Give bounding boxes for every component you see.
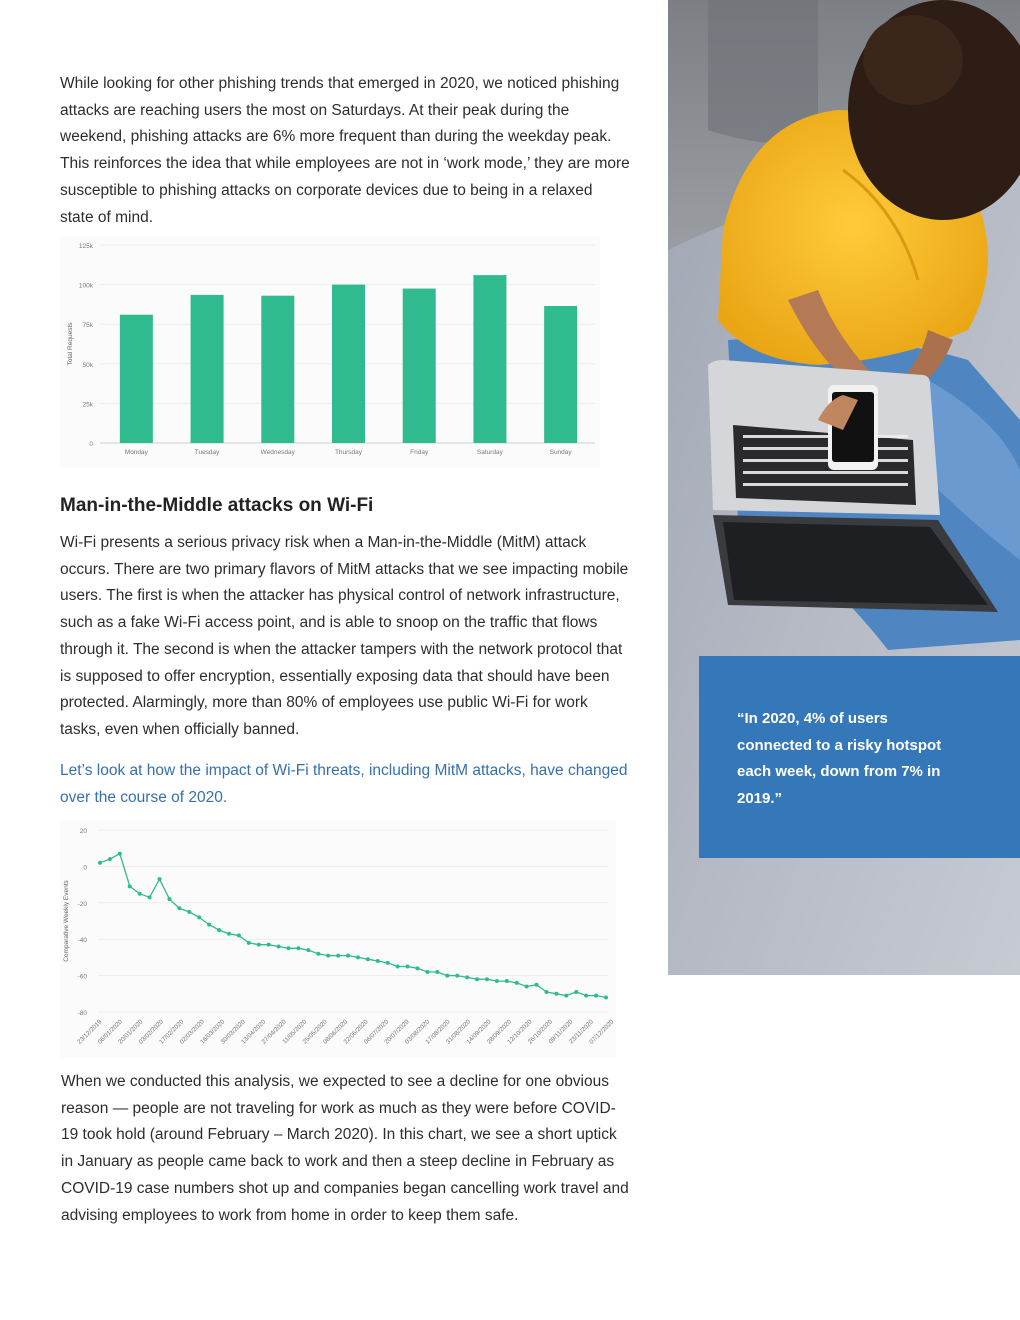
bar-x-tick-label: Saturday	[476, 449, 503, 456]
line-point	[574, 990, 578, 994]
bar-y-tick-label: 100k	[78, 282, 93, 290]
line-point	[217, 928, 221, 932]
line-point	[535, 983, 539, 987]
bar-y-tick-label: 25k	[82, 401, 93, 409]
bar-tuesday	[191, 295, 224, 443]
bar-friday	[403, 289, 436, 443]
bar-y-tick-label: 50k	[82, 361, 93, 369]
line-point	[158, 877, 162, 881]
line-point	[346, 954, 350, 958]
line-x-tick-label: 28/09/2020	[485, 1018, 514, 1046]
line-point	[415, 966, 419, 970]
line-x-tick-label: 06/07/2020	[362, 1018, 391, 1046]
line-x-tick-label: 17/08/2020	[424, 1018, 452, 1046]
bar-y-tick-label: 75k	[82, 322, 93, 330]
line-x-tick-label: 09/11/2020	[547, 1018, 575, 1046]
bar-chart-svg	[60, 236, 600, 468]
line-x-tick-label: 23/11/2020	[568, 1018, 595, 1046]
line-point	[475, 977, 479, 981]
line-x-tick-label: 25/05/2020	[301, 1018, 329, 1046]
line-point	[187, 910, 191, 914]
line-point	[386, 961, 390, 965]
line-x-tick-label: 22/06/2020	[342, 1018, 370, 1046]
line-point	[584, 994, 588, 998]
line-point	[505, 979, 509, 983]
line-point	[237, 934, 241, 938]
line-y-tick-label: 20	[79, 828, 87, 835]
line-point	[98, 861, 102, 865]
line-point	[148, 895, 152, 899]
line-point	[257, 943, 261, 947]
line-point	[296, 946, 300, 950]
line-x-tick-label: 03/02/2020	[137, 1018, 165, 1046]
line-point	[554, 992, 558, 996]
bar-monday	[120, 315, 153, 443]
line-point	[564, 994, 568, 998]
line-x-tick-label: 03/08/2020	[403, 1018, 432, 1046]
line-x-tick-label: 08/06/2020	[321, 1018, 350, 1046]
line-point	[485, 977, 489, 981]
line-x-tick-label: 30/03/2020	[219, 1018, 247, 1046]
line-point	[356, 955, 360, 959]
mitm-paragraph: Wi-Fi presents a serious privacy risk when a Man-in-the-Middle (MitM) attack occurs. There are two primary flavors of MitM attacks that we see impacting mobile users. The first is when the attacker has physical control of network infrastructure, such as a fake Wi-Fi access point, and is able to snoop on the traffic that flows through it. The second is when the attacker tampers with the network protocol that is supposed to offer encryption, essentially exposing data that should have been protected. Alarmingly, more than 80% of employees use public Wi-Fi for work tasks, even when officially banned.	[60, 534, 629, 738]
intro-paragraph: While looking for other phishing trends that emerged in 2020, we noticed phishing attacks are reaching users the most on Saturdays. At their peak during the weekend, phishing attacks are 6% more frequent than during the weekday peak. This reinforces the idea that while employees are not in ‘work mode,’ they are more susceptible to phishing attacks on corporate devices due to being in a relaxed state of mind.	[60, 75, 630, 226]
weekday-phishing-bar-chart	[60, 236, 600, 468]
line-x-tick-label: 31/08/2020	[444, 1018, 473, 1046]
line-point	[366, 957, 370, 961]
lead-in-paragraph: Let’s look at how the impact of Wi-Fi threats, including MitM attacks, have changed over the course of 2020.	[60, 762, 628, 806]
pull-quote-box	[699, 656, 1020, 858]
line-x-tick-label: 07/12/2020	[588, 1018, 616, 1046]
line-point	[525, 985, 529, 989]
line-chart-svg	[60, 820, 616, 1058]
line-y-tick-label: -20	[77, 900, 87, 908]
line-point	[287, 946, 291, 950]
line-point	[247, 941, 251, 945]
line-point	[138, 892, 142, 896]
line-point	[544, 990, 548, 994]
line-x-tick-label: 20/01/2020	[117, 1018, 145, 1046]
line-point	[425, 970, 429, 974]
section-heading: Man-in-the-Middle attacks on Wi-Fi	[60, 495, 374, 516]
line-point	[594, 994, 598, 998]
line-x-tick-label: 11/05/2020	[281, 1018, 309, 1046]
line-point	[406, 965, 410, 969]
bar-sunday	[544, 306, 577, 443]
line-point	[267, 943, 271, 947]
line-point	[197, 915, 201, 919]
bar-x-tick-label: Thursday	[334, 449, 363, 456]
line-point	[445, 974, 449, 978]
bar-x-tick-label: Friday	[410, 449, 429, 456]
line-point	[277, 944, 281, 948]
bar-x-tick-label: Tuesday	[194, 449, 220, 456]
line-point	[396, 965, 400, 969]
line-point	[326, 954, 330, 958]
line-point	[108, 857, 112, 861]
line-x-tick-label: 20/07/2020	[383, 1018, 411, 1046]
line-point	[316, 952, 320, 956]
line-x-tick-label: 27/04/2020	[260, 1018, 288, 1046]
line-y-tick-label: -40	[77, 937, 87, 945]
line-point	[227, 932, 231, 936]
line-point	[495, 979, 499, 983]
line-point	[455, 974, 459, 978]
bar-x-tick-label: Monday	[124, 449, 148, 456]
line-point	[515, 981, 519, 985]
line-x-tick-label: 14/09/2020	[465, 1018, 493, 1046]
bar-wednesday	[261, 296, 294, 443]
line-x-tick-label: 16/03/2020	[199, 1018, 227, 1046]
conclusion-paragraph: When we conducted this analysis, we expected to see a decline for one obvious reason — people are not traveling for work as much as they were before COVID-19 took hold (around February – March 2020). In this chart, we see a short uptick in January as people came back to work and then a steep decline in February as COVID-19 case numbers shot up and companies began cancelling work travel and advising employees to work from home in order to keep them safe.	[61, 1073, 629, 1224]
line-y-tick-label: -60	[77, 973, 87, 981]
line-point	[207, 923, 211, 927]
line-y-tick-label: -80	[77, 1010, 87, 1017]
bar-y-tick-label: 0	[89, 441, 93, 448]
line-y-axis-label: Comparative Weekly Events	[63, 880, 70, 962]
line-x-tick-label: 02/03/2020	[178, 1018, 206, 1046]
line-point	[118, 852, 122, 856]
line-x-tick-label: 26/10/2020	[526, 1018, 554, 1046]
line-x-tick-label: 12/10/2020	[506, 1018, 534, 1046]
pull-quote-text: “In 2020, 4% of users connected to a risky hotspot each week, down from 7% in 2019.”	[737, 710, 942, 808]
wifi-events-line-chart	[60, 820, 616, 1058]
bar-saturday	[473, 275, 506, 443]
line-point	[465, 975, 469, 979]
bar-x-tick-label: Wednesday	[260, 449, 295, 456]
line-x-tick-label: 06/01/2020	[96, 1018, 124, 1046]
line-point	[167, 897, 171, 901]
line-y-tick-label: 0	[83, 864, 87, 872]
line-point	[336, 954, 340, 958]
line-x-tick-label: 17/02/2020	[158, 1018, 186, 1046]
line-point	[128, 884, 132, 888]
line-point	[604, 995, 608, 999]
line-point	[306, 948, 310, 952]
line-point	[435, 970, 439, 974]
line-x-tick-label: 13/04/2020	[240, 1018, 268, 1046]
bar-x-tick-label: Sunday	[549, 449, 572, 456]
line-x-tick-label: 23/12/2019	[76, 1018, 104, 1046]
bar-thursday	[332, 285, 365, 443]
bar-y-tick-label: 125k	[78, 243, 93, 250]
line-point	[376, 959, 380, 963]
bar-y-axis-label: Total Requests	[67, 322, 74, 366]
line-point	[177, 906, 181, 910]
